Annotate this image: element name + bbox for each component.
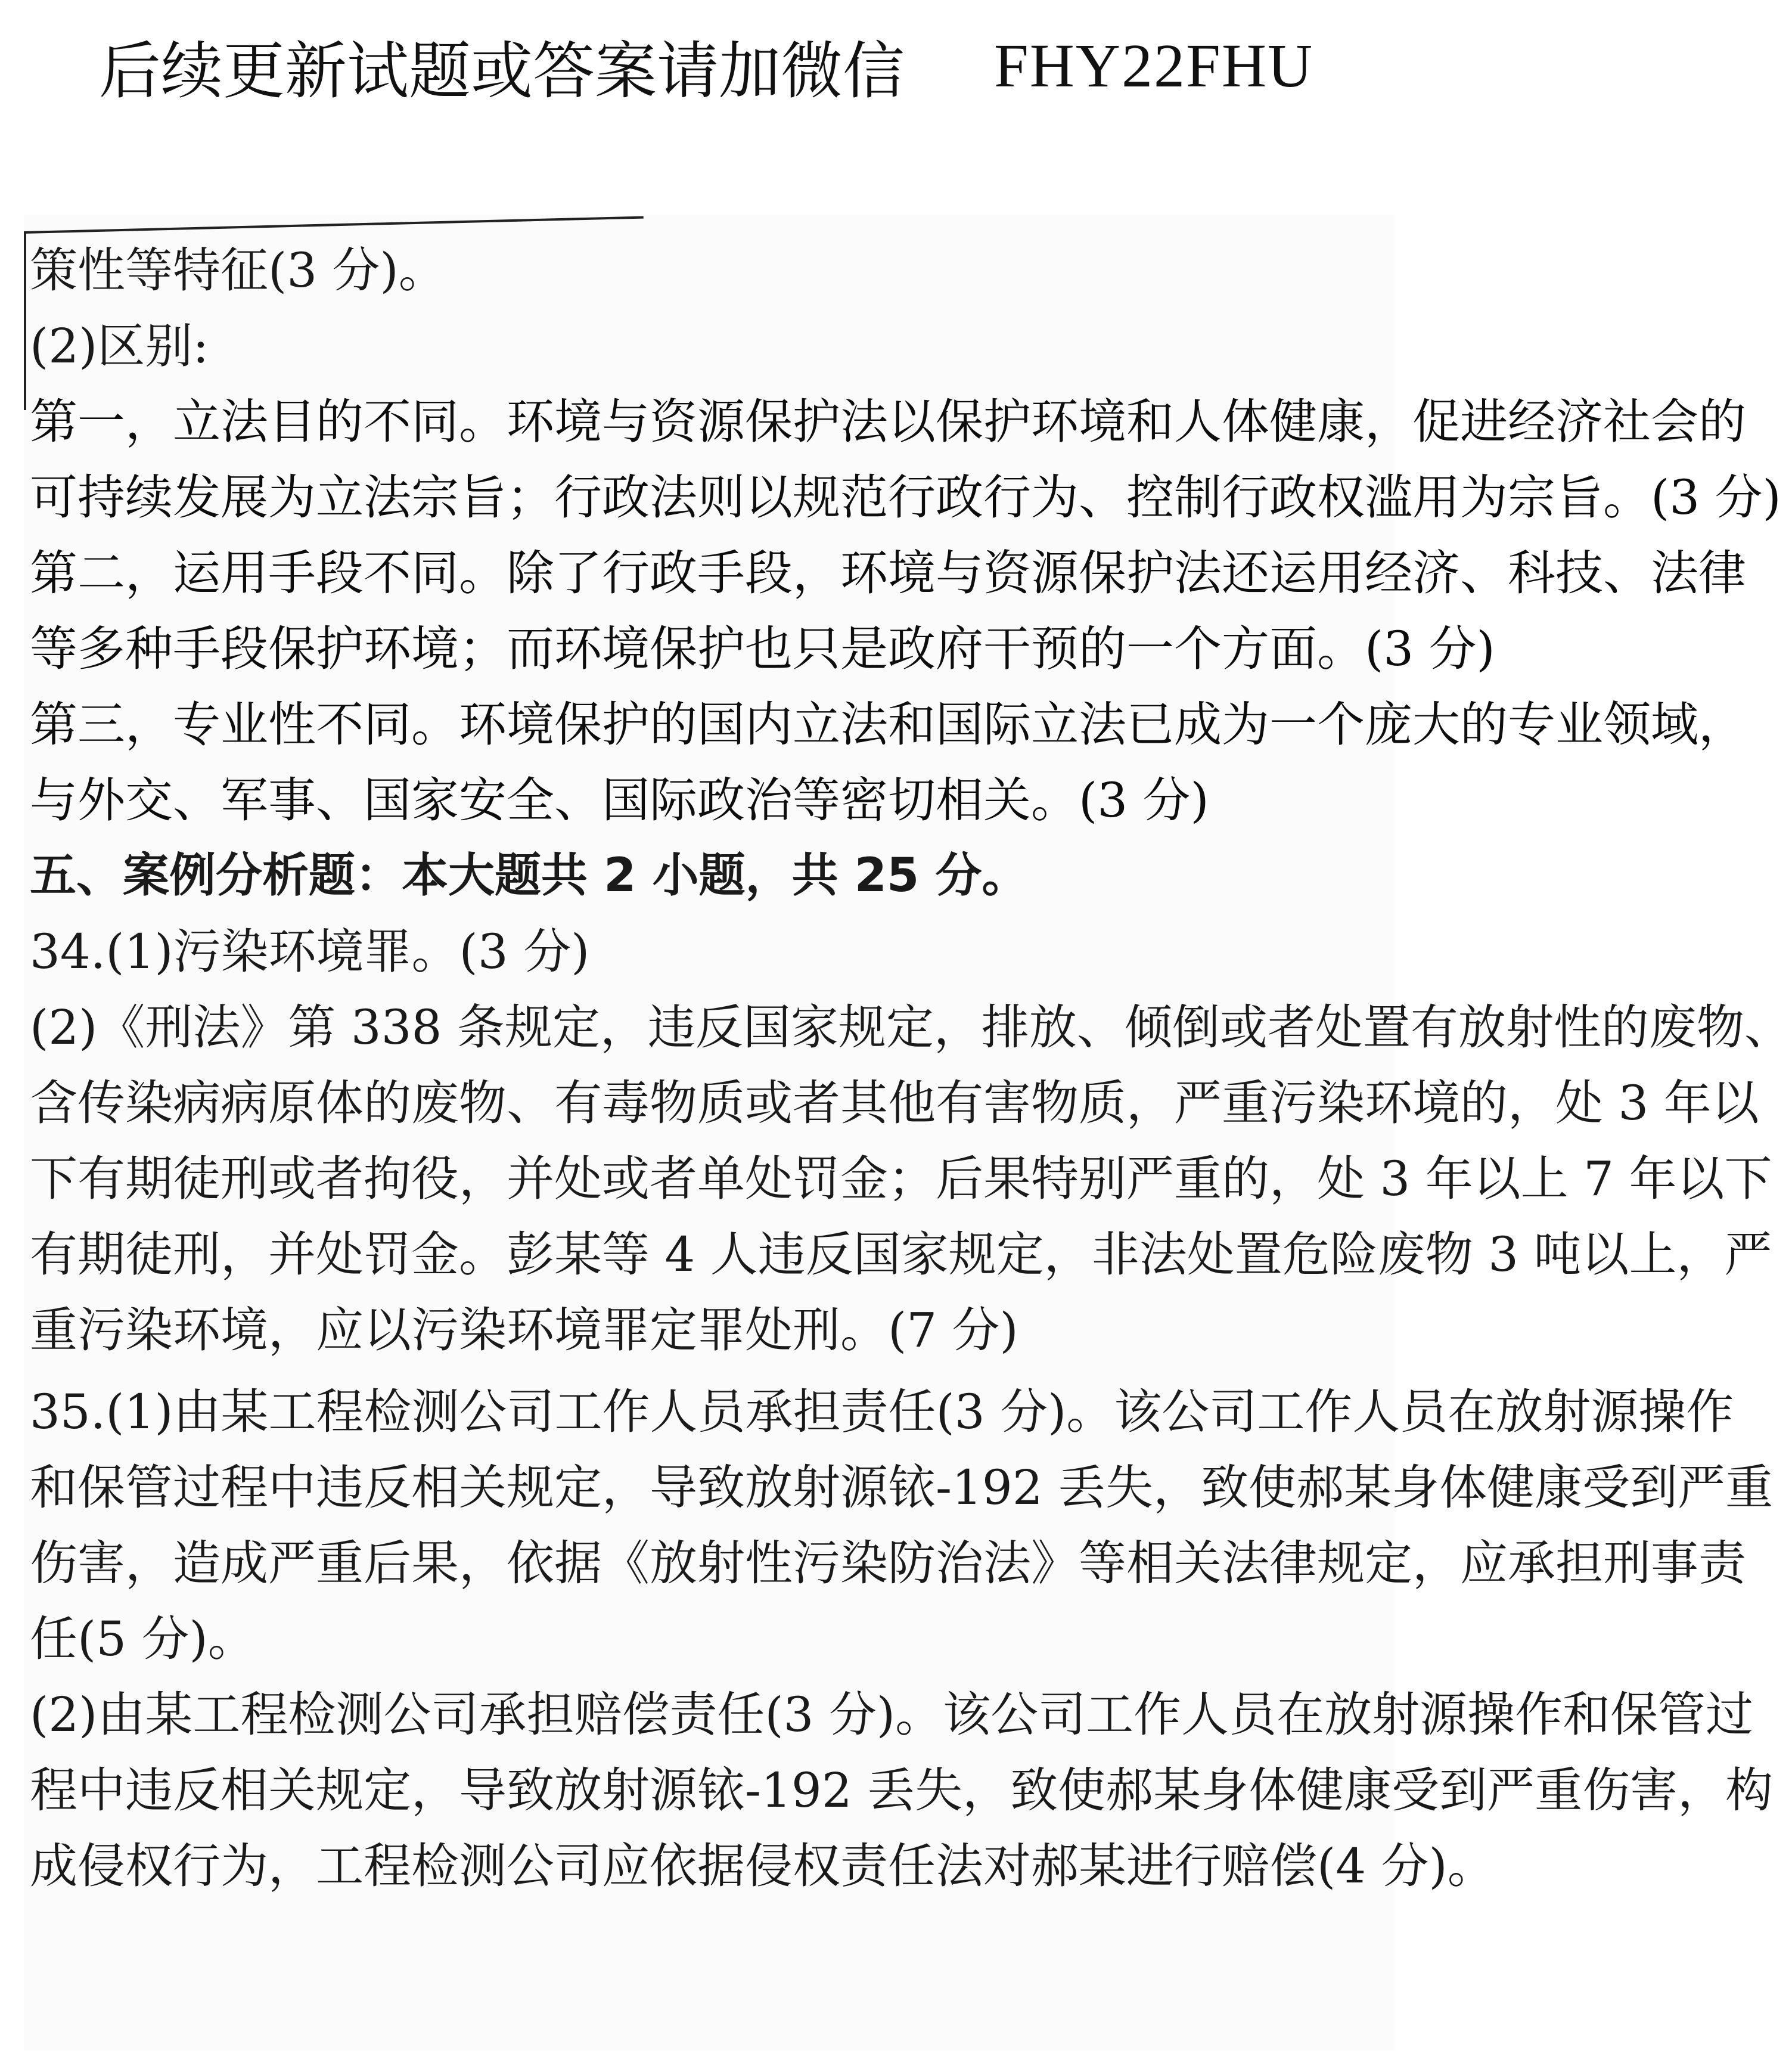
question-34-part-1: 34.(1)污染环境罪。(3 分) — [30, 924, 590, 979]
answer-line: 下有期徒刑或者拘役，并处或者单处罚金；后果特别严重的，处 3 年以上 7 年以下 — [30, 1151, 1772, 1206]
answer-line: 可持续发展为立法宗旨；行政法则以规范行政行为、控制行政权滥用为宗旨。(3 分) — [30, 470, 1781, 525]
answer-line: 任(5 分)。 — [30, 1611, 256, 1667]
answer-line: 第三，专业性不同。环境保护的国内立法和国际立法已成为一个庞大的专业领域， — [30, 697, 1746, 752]
answer-line: 伤害，造成严重后果，依据《放射性污染防治法》等相关法律规定，应承担刑事责 — [30, 1536, 1746, 1591]
answer-line: 与外交、军事、国家安全、国际政治等密切相关。(3 分) — [30, 773, 1209, 828]
answer-line: 含传染病病原体的废物、有毒物质或者其他有害物质，严重污染环境的，处 3 年以 — [30, 1075, 1759, 1131]
question-35-part-2: (2)由某工程检测公司承担赔偿责任(3 分)。该公司工作人员在放射源操作和保管过 — [30, 1687, 1754, 1742]
answer-page — [24, 215, 1792, 2051]
answer-line: 有期徒刑，并处罚金。彭某等 4 人违反国家规定，非法处置危险废物 3 吨以上，严 — [30, 1227, 1772, 1282]
question-35-part-1: 35.(1)由某工程检测公司工作人员承担责任(3 分)。该公司工作人员在放射源操作 — [30, 1384, 1734, 1440]
answer-line: 第二，运用手段不同。除了行政手段，环境与资源保护法还运用经济、科技、法律 — [30, 545, 1746, 601]
answer-line: 成侵权行为，工程检测公司应依据侵权责任法对郝某进行赔偿(4 分)。 — [30, 1838, 1495, 1894]
answer-line: 程中违反相关规定，导致放射源铱-192 丢失，致使郝某身体健康受到严重伤害，构 — [30, 1763, 1774, 1818]
answer-line: (2)《刑法》第 338 条规定，违反国家规定，排放、倾倒或者处置有放射性的废物、 — [30, 1000, 1792, 1055]
answer-line: (2)区别: — [30, 318, 209, 374]
answer-line: 策性等特征(3 分)。 — [30, 243, 446, 298]
header-banner — [0, 12, 1412, 119]
answer-line: 等多种手段保护环境；而环境保护也只是政府干预的一个方面。(3 分) — [30, 621, 1495, 677]
answer-line: 和保管过程中违反相关规定，导致放射源铱-192 丢失，致使郝某身体健康受到严重 — [30, 1460, 1774, 1515]
wechat-id: FHY22FHU — [993, 31, 1314, 100]
answer-line: 第一，立法目的不同。环境与资源保护法以保护环境和人体健康，促进经济社会的 — [30, 394, 1746, 449]
page-border-top — [24, 216, 644, 234]
section-heading: 五、案例分析题：本大题共 2 小题，共 25 分。 — [30, 849, 1029, 902]
answer-content — [30, 232, 1792, 1904]
page-border-left — [24, 231, 26, 410]
answer-line: 重污染环境，应以污染环境罪定罪处刑。(7 分) — [30, 1302, 1018, 1358]
header-text: 后续更新试题或答案请加微信 — [98, 35, 905, 107]
